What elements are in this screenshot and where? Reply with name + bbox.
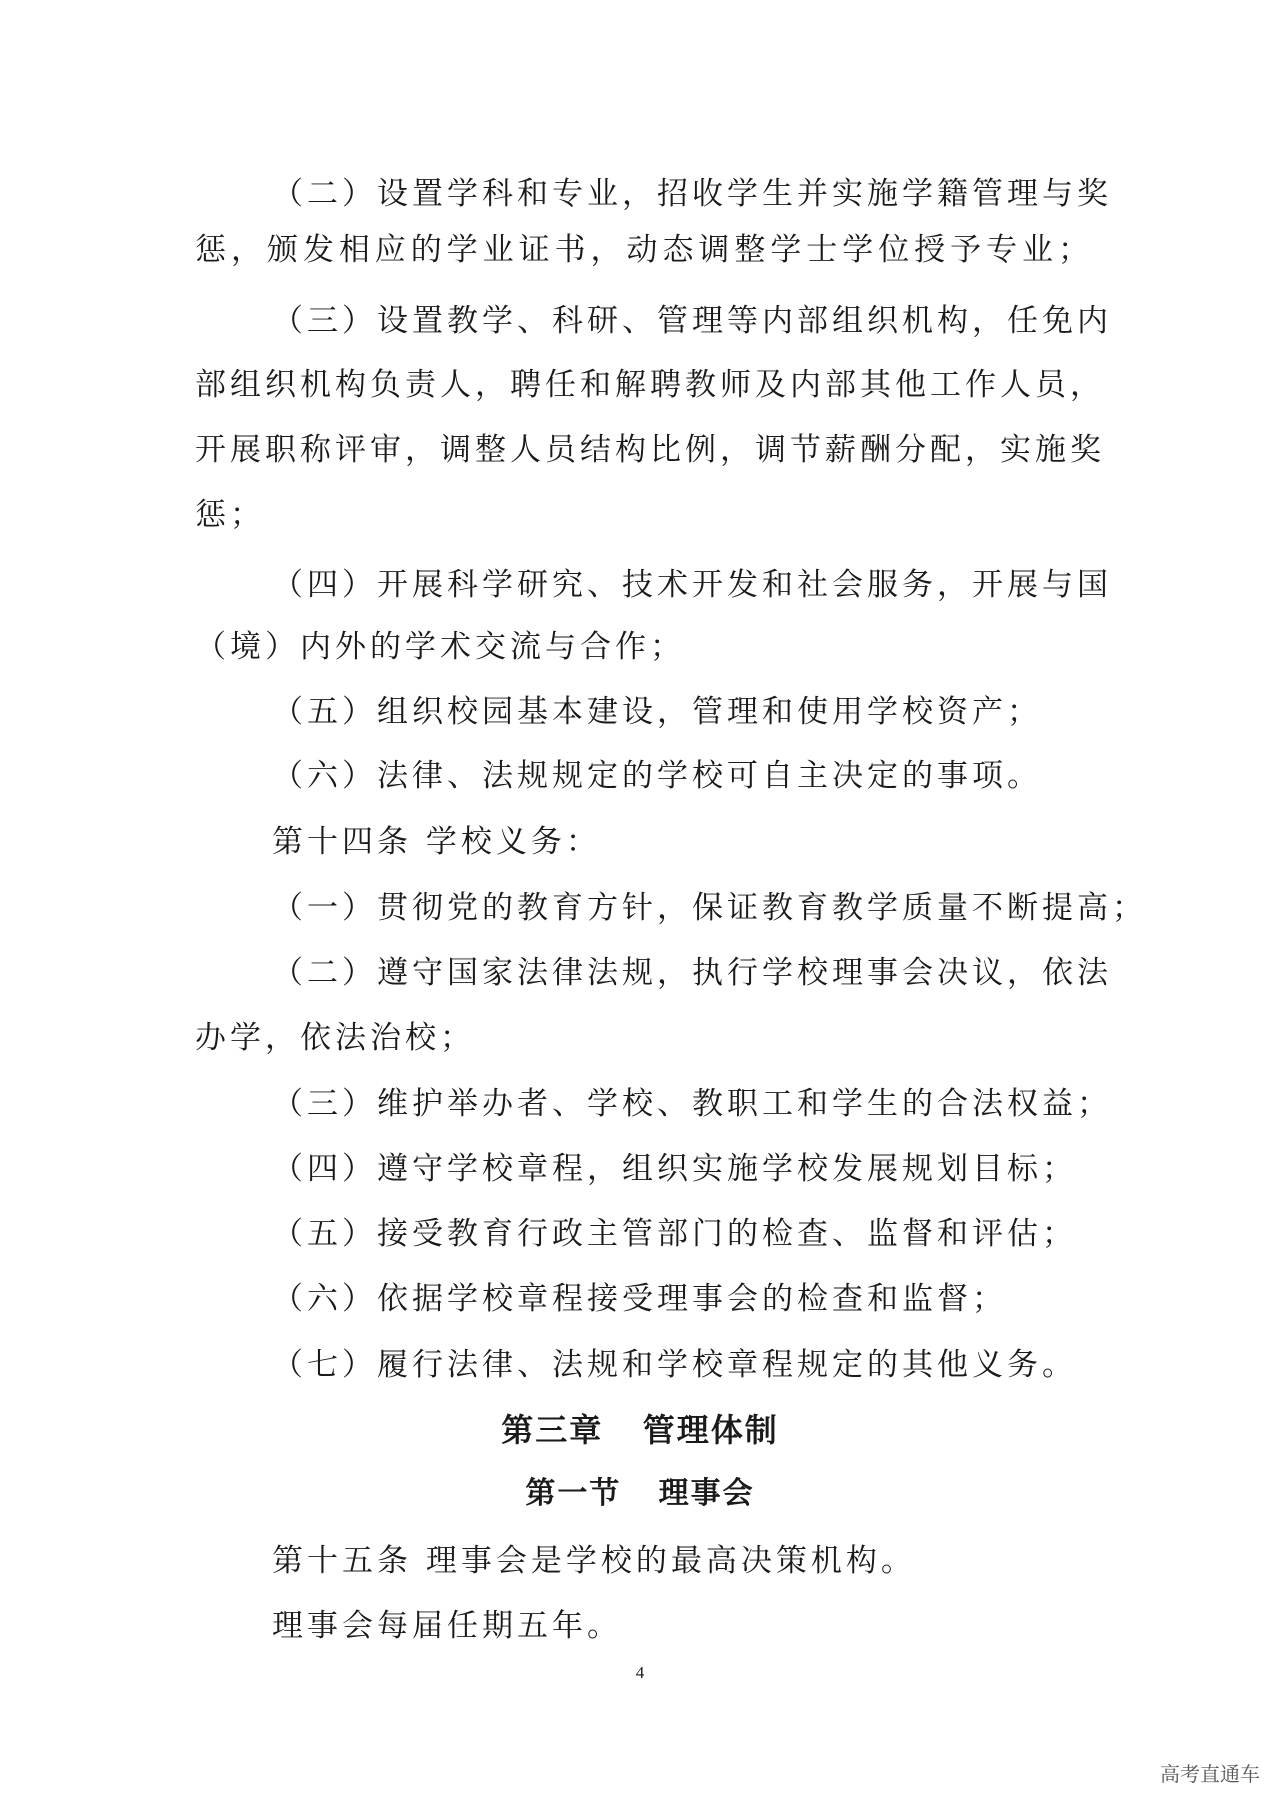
paragraph-line: （六）依据学校章程接受理事会的检查和监督； xyxy=(272,1281,1007,1317)
chapter-heading: 第三章 管理体制 xyxy=(501,1411,779,1449)
paragraph-line: （五）组织校园基本建设，管理和使用学校资产； xyxy=(272,694,1042,730)
paragraph-line: （三）维护举办者、学校、教职工和学生的合法权益； xyxy=(272,1086,1112,1122)
paragraph-line: （三）设置教学、科研、管理等内部组织机构，任免内 xyxy=(272,303,1112,339)
paragraph-line: （七）履行法律、法规和学校章程规定的其他义务。 xyxy=(272,1347,1077,1383)
watermark-text: 高考直通车 xyxy=(1160,1762,1260,1786)
article-heading: 第十四条 学校义务： xyxy=(272,824,601,860)
paragraph-line: （四）遵守学校章程，组织实施学校发展规划目标； xyxy=(272,1151,1077,1187)
paragraph-line: 理事会每届任期五年。 xyxy=(272,1608,622,1644)
paragraph-line: 开展职称评审，调整人员结构比例，调节薪酬分配，实施奖 xyxy=(195,432,1105,468)
section-heading: 第一节 理事会 xyxy=(525,1476,755,1511)
paragraph-line: 惩，颁发相应的学业证书，动态调整学士学位授予专业； xyxy=(195,232,1093,268)
paragraph-line: （二）遵守国家法律法规，执行学校理事会决议，依法 xyxy=(272,955,1112,991)
paragraph-line: （一）贯彻党的教育方针，保证教育教学质量不断提高； xyxy=(272,890,1147,926)
article-heading: 第十五条 理事会是学校的最高决策机构。 xyxy=(272,1543,916,1579)
paragraph-line: （五）接受教育行政主管部门的检查、监督和评估； xyxy=(272,1216,1077,1252)
paragraph-line: 部组织机构负责人，聘任和解聘教师及内部其他工作人员， xyxy=(195,367,1105,403)
paragraph-line: （四）开展科学研究、技术开发和社会服务，开展与国 xyxy=(272,567,1112,603)
page-number: 4 xyxy=(635,1663,645,1682)
paragraph-line: 办学，依法治校； xyxy=(195,1020,475,1056)
paragraph-line: （境）内外的学术交流与合作； xyxy=(195,629,685,665)
paragraph-line: （二）设置学科和专业，招收学生并实施学籍管理与奖 xyxy=(272,176,1112,212)
paragraph-line: 惩； xyxy=(195,497,265,533)
paragraph-line: （六）法律、法规规定的学校可自主决定的事项。 xyxy=(272,758,1042,794)
